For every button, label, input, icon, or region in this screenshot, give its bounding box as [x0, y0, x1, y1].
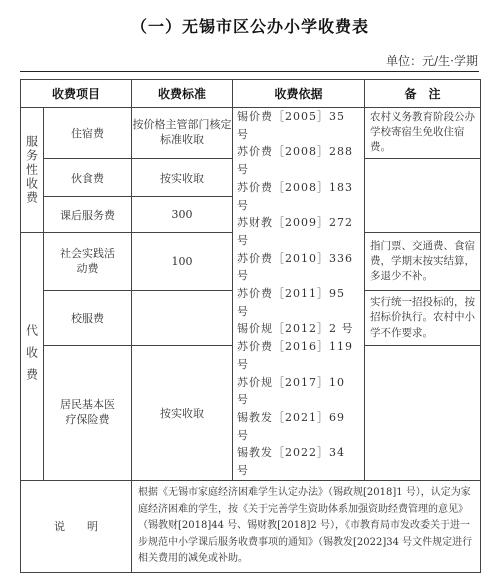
basis-line: 苏价规［2017］10 号: [237, 375, 346, 407]
remark-cell: 实行统一招投标的，按招标价执行。农村中小学不作要求。: [365, 291, 481, 346]
item-name: 课后服务费: [44, 197, 132, 233]
basis-line: 锡教发［2022］34 号: [237, 446, 346, 478]
table-header-row: [21, 80, 481, 108]
item-standard: 300: [132, 197, 233, 233]
item-standard: 按实收取: [132, 158, 233, 197]
fee-table: [20, 79, 481, 573]
basis-line: 苏价费［2008］183 号: [237, 180, 354, 212]
basis-line: 苏价费［2010］336 号: [237, 251, 354, 283]
basis-line: 苏价费［2016］119 号: [237, 340, 354, 371]
remark-cell: [365, 346, 481, 481]
remark-cell: 指门票、交通费、食宿费，学期末按实结算，多退少不补。: [365, 233, 481, 291]
basis-cell: [233, 108, 365, 481]
item-name: 住宿费: [44, 108, 132, 159]
basis-line: 苏价费［2011］95 号: [237, 287, 346, 318]
item-standard: 按实收取: [132, 346, 233, 481]
header-remarks: 备 注: [365, 80, 481, 108]
item-name: 伙食费: [44, 158, 132, 197]
table-row: [21, 108, 481, 159]
table-row: [21, 480, 481, 572]
basis-line: 苏价费［2008］288 号: [237, 145, 354, 177]
header-basis: 收费依据: [233, 80, 365, 108]
remark-cell: 农村义务教育阶段公办学校寄宿生免收住宿费。: [365, 108, 481, 159]
unit-label: 单位：元/生·学期: [386, 54, 478, 68]
item-standard: [132, 291, 233, 346]
page-title: （一）无锡市区公办小学收费表: [130, 17, 369, 36]
basis-line: 锡教发［2021］69 号: [237, 410, 346, 442]
item-name: 校服费: [44, 291, 132, 346]
group-service-label: 服务性收费: [24, 135, 39, 206]
item-name: 居民基本医疗保险费: [44, 346, 132, 481]
basis-line: 锡价规［2012］2 号: [237, 322, 354, 336]
explanation-label: 说 明: [21, 480, 132, 572]
title-divider: [20, 71, 479, 72]
explanation-text: 根据《无锡市家庭经济困难学生认定办法》（锡政规[2018]1 号），认定为家庭经济困难的学生，按《关于完善学生资助体系加强资助经费管理的意见》（锡教财[2018]44 号、锡财教[2018]2 号），《市教育局市发改委关于进一步规范中小学课后服务收费事项的通知》（锡教发[2022]34 号文件规定进行相关费用的减免或补助。: [132, 480, 481, 572]
item-standard: 100: [132, 233, 233, 291]
header-standard: 收费标准: [132, 80, 233, 108]
item-name: 社会实践活动费: [44, 233, 132, 291]
group-service: [21, 108, 44, 233]
header-item: 收费项目: [21, 80, 132, 108]
item-standard: 按价格主管部门核定标准收取: [132, 108, 233, 159]
remark-cell: [365, 158, 481, 233]
group-agency-label: 代收费: [24, 323, 39, 390]
group-agency: [21, 233, 44, 480]
basis-line: 锡价费［2005］35 号: [237, 110, 346, 141]
basis-line: 苏财教［2009］272 号: [237, 216, 354, 247]
